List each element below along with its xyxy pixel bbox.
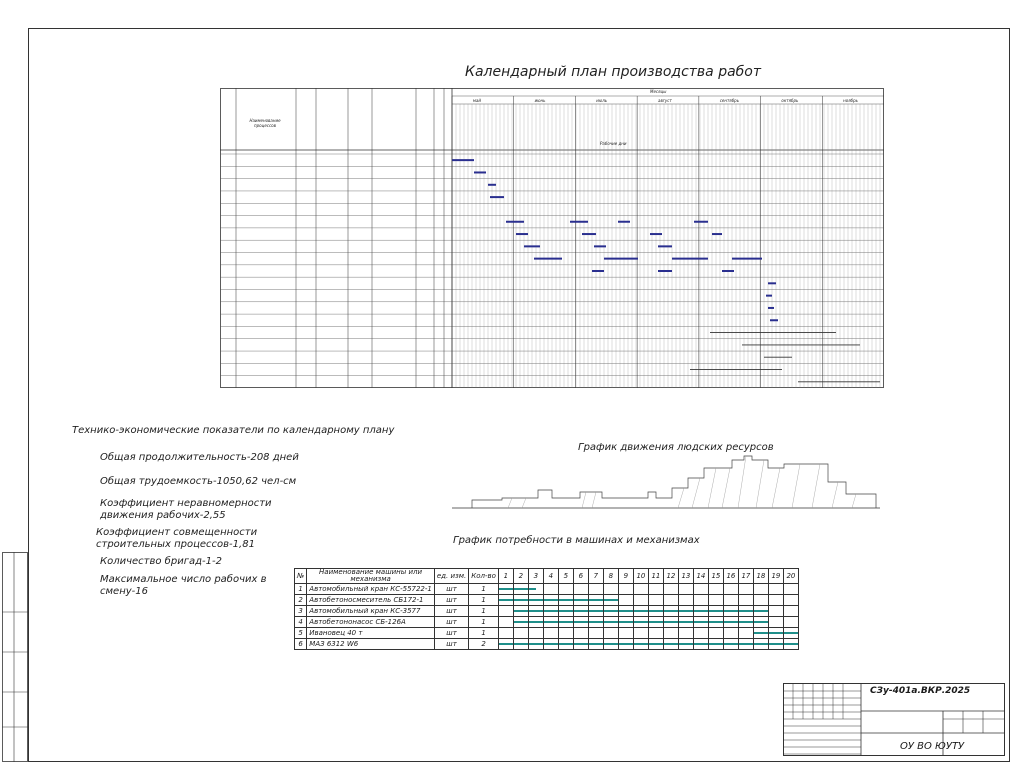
machine-usage-bar — [664, 610, 678, 612]
machine-usage-bar — [499, 599, 513, 601]
machine-usage-bar — [754, 643, 768, 645]
machine-row — [295, 617, 799, 628]
machine-qty: 1 — [469, 617, 499, 628]
gantt-months-label: Месяцы — [650, 89, 667, 94]
machine-period-cell — [738, 584, 753, 595]
machine-period-cell — [558, 617, 573, 628]
machine-period-cell — [753, 584, 768, 595]
machine-usage-bar — [604, 621, 618, 623]
gantt-chart — [220, 88, 884, 388]
machine-unit: шт — [434, 584, 468, 595]
machine-usage-bar — [754, 632, 768, 634]
machine-period-cell — [723, 584, 738, 595]
machine-period-cell — [513, 617, 528, 628]
machine-period-cell — [588, 606, 603, 617]
machine-period-cell — [708, 639, 723, 650]
machine-usage-bar — [574, 610, 588, 612]
machine-usage-bar — [604, 643, 618, 645]
machine-period-cell — [528, 639, 543, 650]
machine-usage-bar — [709, 610, 723, 612]
machine-period-cell — [588, 584, 603, 595]
machine-usage-bar — [739, 610, 753, 612]
machine-period-cell — [768, 617, 783, 628]
machine-period-cell — [663, 628, 678, 639]
machine-period-cell — [783, 595, 798, 606]
machine-name: Ивановец 40 т — [307, 628, 435, 639]
period-header: 6 — [573, 569, 588, 584]
machine-usage-bar — [529, 643, 543, 645]
machine-period-cell — [573, 595, 588, 606]
machine-period-cell — [573, 584, 588, 595]
machine-period-cell — [528, 606, 543, 617]
machine-usage-bar — [634, 610, 648, 612]
machine-period-cell — [603, 584, 618, 595]
machine-period-cell — [543, 639, 558, 650]
machine-period-cell — [498, 584, 513, 595]
machine-usage-bar — [589, 610, 603, 612]
gantt-grid — [220, 88, 884, 388]
machine-qty: 1 — [469, 595, 499, 606]
machine-period-cell — [648, 628, 663, 639]
period-header: 18 — [753, 569, 768, 584]
machine-period-cell — [543, 617, 558, 628]
machine-period-cell — [783, 639, 798, 650]
machine-period-cell — [513, 584, 528, 595]
machine-usage-bar — [724, 621, 738, 623]
tep-item: Коэффициент совмещенности строительных процессов-1,81 — [96, 527, 258, 550]
machine-period-cell — [573, 628, 588, 639]
machines-header-name: Наименование машины или механизма — [307, 569, 435, 584]
machine-unit: шт — [434, 606, 468, 617]
machine-name: Автомобильный кран КС-3577 — [307, 606, 435, 617]
machine-usage-bar — [574, 643, 588, 645]
side-stamp — [2, 552, 28, 762]
tep-item: Коэффициент неравномерности движения рабочих-2,55 — [100, 498, 272, 521]
machine-row — [295, 639, 799, 650]
machine-period-cell — [738, 628, 753, 639]
machine-period-cell — [708, 606, 723, 617]
machine-unit: шт — [434, 617, 468, 628]
machine-period-cell — [513, 595, 528, 606]
machine-period-cell — [558, 606, 573, 617]
machine-period-cell — [633, 639, 648, 650]
machines-title: График потребности в машинах и механизмах — [453, 535, 700, 546]
machine-usage-bar — [724, 610, 738, 612]
tep-title: Технико-экономические показатели по календарному плану — [72, 425, 395, 436]
machine-usage-bar — [529, 599, 543, 601]
machine-period-cell — [663, 595, 678, 606]
machine-period-cell — [573, 639, 588, 650]
machine-usage-bar — [589, 621, 603, 623]
period-header: 3 — [528, 569, 543, 584]
machine-qty: 1 — [469, 584, 499, 595]
machines-header-num: № — [295, 569, 307, 584]
machine-row — [295, 595, 799, 606]
period-header: 2 — [513, 569, 528, 584]
machine-period-cell — [618, 617, 633, 628]
machine-period-cell — [768, 628, 783, 639]
machine-row — [295, 584, 799, 595]
machine-usage-bar — [679, 610, 693, 612]
machine-period-cell — [783, 606, 798, 617]
machine-period-cell — [648, 617, 663, 628]
machine-usage-bar — [589, 599, 603, 601]
machine-usage-bar — [604, 610, 618, 612]
machine-usage-bar — [574, 621, 588, 623]
machine-period-cell — [618, 628, 633, 639]
machine-period-cell — [648, 595, 663, 606]
machine-period-cell — [723, 617, 738, 628]
machines-table — [294, 568, 799, 650]
machine-usage-bar — [559, 599, 573, 601]
machine-period-cell — [588, 628, 603, 639]
period-header: 5 — [558, 569, 573, 584]
machines-header-row — [295, 569, 799, 584]
machine-usage-bar — [514, 588, 528, 590]
machine-period-cell — [708, 617, 723, 628]
machines-body — [295, 584, 799, 650]
machine-row — [295, 628, 799, 639]
machine-period-cell — [558, 628, 573, 639]
machine-period-cell — [603, 617, 618, 628]
machine-usage-bar — [529, 610, 543, 612]
machine-period-cell — [633, 595, 648, 606]
gantt-month-label: октябрь — [781, 98, 799, 103]
machine-period-cell — [738, 595, 753, 606]
period-header: 4 — [543, 569, 558, 584]
machine-usage-bar — [634, 643, 648, 645]
machine-usage-bar — [724, 643, 738, 645]
gantt-month-label: август — [658, 98, 672, 103]
machine-period-cell — [558, 595, 573, 606]
machine-usage-bar — [664, 643, 678, 645]
machine-period-cell — [498, 606, 513, 617]
gantt-month-label: май — [472, 98, 481, 103]
machine-period-cell — [498, 617, 513, 628]
stamp-code: СЗу-401а.ВКР.2025 — [870, 686, 971, 696]
period-header: 11 — [648, 569, 663, 584]
machine-usage-bar — [784, 632, 798, 634]
machine-period-cell — [603, 595, 618, 606]
machine-period-cell — [633, 628, 648, 639]
machine-usage-bar — [589, 643, 603, 645]
gantt-bars — [452, 160, 880, 382]
machine-usage-bar — [754, 610, 768, 612]
machine-period-cell — [618, 606, 633, 617]
machine-usage-bar — [559, 643, 573, 645]
machine-unit: шт — [434, 595, 468, 606]
machine-period-cell — [513, 606, 528, 617]
machine-usage-bar — [574, 599, 588, 601]
tep-item: Общая трудоемкость-1050,62 чел-см — [100, 476, 297, 487]
period-header: 8 — [603, 569, 618, 584]
machine-period-cell — [723, 595, 738, 606]
machine-usage-bar — [544, 621, 558, 623]
machine-period-cell — [558, 639, 573, 650]
machine-num: 2 — [295, 595, 307, 606]
machine-row — [295, 606, 799, 617]
machine-usage-bar — [514, 643, 528, 645]
machine-usage-bar — [679, 621, 693, 623]
machine-period-cell — [528, 617, 543, 628]
gantt-name-header: Наименование процессов — [249, 118, 281, 128]
machine-qty: 1 — [469, 606, 499, 617]
tep-item: Общая продолжительность-208 дней — [100, 452, 299, 463]
machine-period-cell — [663, 617, 678, 628]
people-step-line — [472, 456, 876, 508]
people-chart — [452, 448, 882, 512]
period-header: 10 — [633, 569, 648, 584]
machine-period-cell — [693, 606, 708, 617]
machine-period-cell — [528, 595, 543, 606]
machine-usage-bar — [619, 610, 633, 612]
machine-usage-bar — [679, 643, 693, 645]
machine-usage-bar — [754, 621, 768, 623]
people-chart-title: График движения людских ресурсов — [578, 442, 774, 453]
machine-unit: шт — [434, 639, 468, 650]
machine-period-cell — [543, 628, 558, 639]
machine-usage-bar — [529, 621, 543, 623]
machine-period-cell — [543, 606, 558, 617]
machine-period-cell — [693, 584, 708, 595]
gantt-title: Календарный план производства работ — [465, 64, 762, 80]
machine-period-cell — [693, 617, 708, 628]
machine-period-cell — [753, 628, 768, 639]
machine-period-cell — [693, 639, 708, 650]
machine-period-cell — [768, 595, 783, 606]
machine-usage-bar — [649, 621, 663, 623]
machine-usage-bar — [784, 643, 798, 645]
machine-usage-bar — [499, 588, 513, 590]
machine-period-cell — [603, 628, 618, 639]
machine-period-cell — [513, 639, 528, 650]
machines-header-qty: Кол-во — [469, 569, 499, 584]
machine-period-cell — [708, 584, 723, 595]
machine-period-cell — [543, 595, 558, 606]
gantt-month-label: сентябрь — [719, 98, 740, 103]
machine-name: Автобетононасос СБ-126А — [307, 617, 435, 628]
machine-period-cell — [678, 595, 693, 606]
machine-period-cell — [648, 584, 663, 595]
machine-period-cell — [753, 639, 768, 650]
machine-num: 4 — [295, 617, 307, 628]
machine-num: 5 — [295, 628, 307, 639]
tep-item: Количество бригад-1-2 — [100, 556, 222, 567]
machine-usage-bar — [559, 621, 573, 623]
machine-usage-bar — [559, 610, 573, 612]
machine-num: 1 — [295, 584, 307, 595]
machine-period-cell — [738, 617, 753, 628]
machine-period-cell — [588, 617, 603, 628]
machine-usage-bar — [604, 599, 618, 601]
gantt-month-label: ноябрь — [843, 98, 858, 103]
period-header: 19 — [768, 569, 783, 584]
machine-usage-bar — [634, 621, 648, 623]
period-header: 13 — [678, 569, 693, 584]
machine-unit: шт — [434, 628, 468, 639]
machine-usage-bar — [739, 643, 753, 645]
machine-num: 3 — [295, 606, 307, 617]
machine-num: 6 — [295, 639, 307, 650]
machine-period-cell — [588, 639, 603, 650]
machine-period-cell — [753, 617, 768, 628]
machine-period-cell — [708, 628, 723, 639]
machine-period-cell — [543, 584, 558, 595]
machine-usage-bar — [649, 610, 663, 612]
machine-period-cell — [678, 628, 693, 639]
machine-usage-bar — [769, 643, 783, 645]
machine-period-cell — [633, 606, 648, 617]
machine-period-cell — [648, 639, 663, 650]
machine-qty: 2 — [469, 639, 499, 650]
machine-usage-bar — [499, 643, 513, 645]
machine-usage-bar — [544, 599, 558, 601]
machine-period-cell — [693, 595, 708, 606]
machine-usage-bar — [694, 610, 708, 612]
machine-period-cell — [528, 584, 543, 595]
machine-period-cell — [528, 628, 543, 639]
machine-period-cell — [663, 584, 678, 595]
machine-period-cell — [723, 606, 738, 617]
period-header: 14 — [693, 569, 708, 584]
machine-name: Автобетоносмеситель СБ172-1 — [307, 595, 435, 606]
machine-period-cell — [678, 617, 693, 628]
period-header: 12 — [663, 569, 678, 584]
machine-period-cell — [663, 606, 678, 617]
machine-period-cell — [678, 639, 693, 650]
gantt-month-label: июнь — [534, 98, 546, 103]
machine-period-cell — [753, 606, 768, 617]
machine-period-cell — [633, 584, 648, 595]
machine-period-cell — [603, 639, 618, 650]
machine-period-cell — [768, 584, 783, 595]
period-header: 1 — [498, 569, 513, 584]
machine-usage-bar — [514, 621, 528, 623]
machine-qty: 1 — [469, 628, 499, 639]
machine-usage-bar — [694, 643, 708, 645]
period-header: 20 — [783, 569, 798, 584]
machine-period-cell — [723, 628, 738, 639]
gantt-workdays-label: Рабочие дни — [600, 141, 627, 146]
machine-usage-bar — [739, 621, 753, 623]
machine-name: МАЗ 6312 W6 — [307, 639, 435, 650]
period-header: 17 — [738, 569, 753, 584]
machine-usage-bar — [649, 643, 663, 645]
machine-usage-bar — [514, 610, 528, 612]
machine-period-cell — [678, 584, 693, 595]
machine-usage-bar — [544, 643, 558, 645]
period-header: 15 — [708, 569, 723, 584]
machine-period-cell — [498, 595, 513, 606]
machine-period-cell — [738, 606, 753, 617]
machine-period-cell — [618, 595, 633, 606]
machine-period-cell — [513, 628, 528, 639]
machine-usage-bar — [544, 610, 558, 612]
machine-period-cell — [768, 639, 783, 650]
machine-period-cell — [693, 628, 708, 639]
machine-period-cell — [768, 606, 783, 617]
machine-period-cell — [678, 606, 693, 617]
machine-period-cell — [618, 639, 633, 650]
machine-usage-bar — [664, 621, 678, 623]
machine-period-cell — [738, 639, 753, 650]
machine-period-cell — [588, 595, 603, 606]
tep-item: Максимальное число рабочих в смену-16 — [100, 574, 267, 597]
machines-header-unit: ед. изм. — [434, 569, 468, 584]
machine-usage-bar — [769, 632, 783, 634]
period-header: 16 — [723, 569, 738, 584]
machine-period-cell — [708, 595, 723, 606]
machine-period-cell — [498, 639, 513, 650]
machine-period-cell — [573, 606, 588, 617]
period-header: 9 — [618, 569, 633, 584]
machine-period-cell — [783, 617, 798, 628]
machine-period-cell — [648, 606, 663, 617]
machine-period-cell — [723, 639, 738, 650]
stamp-org: ОУ ВО ЮУТУ — [900, 741, 965, 752]
gantt-month-label: июль — [596, 98, 608, 103]
machine-usage-bar — [709, 621, 723, 623]
machine-period-cell — [603, 606, 618, 617]
machine-usage-bar — [529, 588, 536, 590]
machine-period-cell — [498, 628, 513, 639]
machine-period-cell — [633, 617, 648, 628]
machine-period-cell — [783, 628, 798, 639]
machine-period-cell — [783, 584, 798, 595]
machine-period-cell — [753, 595, 768, 606]
machine-period-cell — [573, 617, 588, 628]
machine-usage-bar — [514, 599, 528, 601]
machine-period-cell — [618, 584, 633, 595]
machine-usage-bar — [619, 643, 633, 645]
period-header: 7 — [588, 569, 603, 584]
machine-name: Автомобильный кран КС-55722-1 — [307, 584, 435, 595]
machine-period-cell — [663, 639, 678, 650]
machine-usage-bar — [619, 621, 633, 623]
machine-usage-bar — [709, 643, 723, 645]
machine-usage-bar — [694, 621, 708, 623]
machine-period-cell — [558, 584, 573, 595]
